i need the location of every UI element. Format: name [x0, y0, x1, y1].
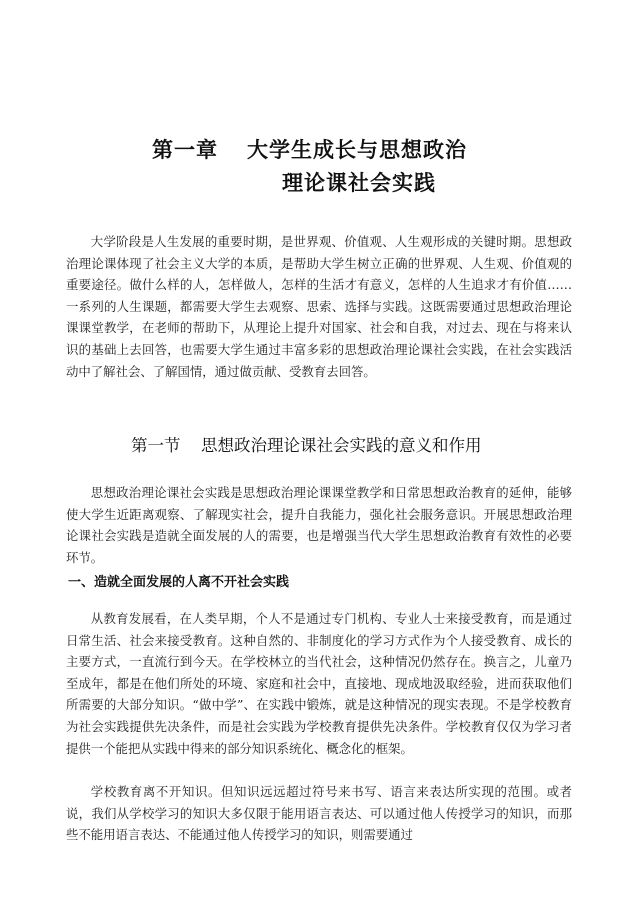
chapter-title-continuation: 理论课社会实践 [282, 171, 436, 195]
chapter-number: 第一章 [152, 138, 218, 162]
section-number: 第一节 [131, 436, 181, 455]
section-paragraph: 思想政治理论课社会实践是思想政治理论课课堂教学和日常思想政治教育的延伸，能够使大学生近距离观察、了解现实社会，提升自我能力，强化社会服务意识。开展思想政治理论课社会实践是造就全面发展的人的需要，也是增强当代大学生思想政治教育有效性的必要环节。 [66, 485, 572, 565]
section-title-text: 思想政治理论课社会实践的意义和作用 [201, 436, 482, 455]
chapter-title-text: 大学生成长与思想政治 [247, 138, 467, 162]
intro-paragraph: 大学阶段是人生发展的重要时期，是世界观、价值观、人生观形成的关键时期。思想政治理论课体现了社会主义大学的本质，是帮助大学生树立正确的世界观、人生观、价值观的重要途径。做什么样的人，怎样做人，怎样的生活才有意义，怎样的人生追求才有价值……一系列的人生课题，都需要大学生去观察、思索、选择与实践。这既需要通过思想政治理论课课堂教学，在老师的帮助下，从理论上提升对国家、社会和自我，对过去、现在与将来认识的基础上去回答，也需要大学生通过丰富多彩的思想政治理论课社会实践，在社会实践活动中了解社会、了解国情，通过做贡献、受教育去回答。 [66, 234, 572, 379]
subsection-paragraph-1: 从教育发展看，在人类早期，个人不是通过专门机构、专业人士来接受教育，而是通过日常生活、社会来接受教育。这种自然的、非制度化的学习方式作为个人接受教育、成长的主要方式，一直流行到今天。在学校林立的当代社会，这种情况仍然存在。换言之，儿童乃至成年，都是在他们所处的环境、家庭和社会中，直接地、现成地汲取经验，进而获取他们所需要的大部分知识。“做中学”、在实践中锻炼，就是这种情况的现实表现。不是学校教育为社会实践提供先决条件，而是社会实践为学校教育提供先决条件。学校教育仅仅为学习者提供一个能把从实践中得来的部分知识系统化、概念化的框架。 [66, 611, 572, 756]
subsection-paragraph-2: 学校教育离不开知识。但知识远远超过符号来书写、语言来表达所实现的范围。或者说，我们从学校学习的知识大多仅限于能用语言表达、可以通过他人传授学习的知识，而那些不能用语言表达、不能通过他人传授学习的知识，则需要通过 [66, 784, 572, 843]
subsection-heading: 一、造就全面发展的人离不开社会实践 [68, 575, 290, 590]
